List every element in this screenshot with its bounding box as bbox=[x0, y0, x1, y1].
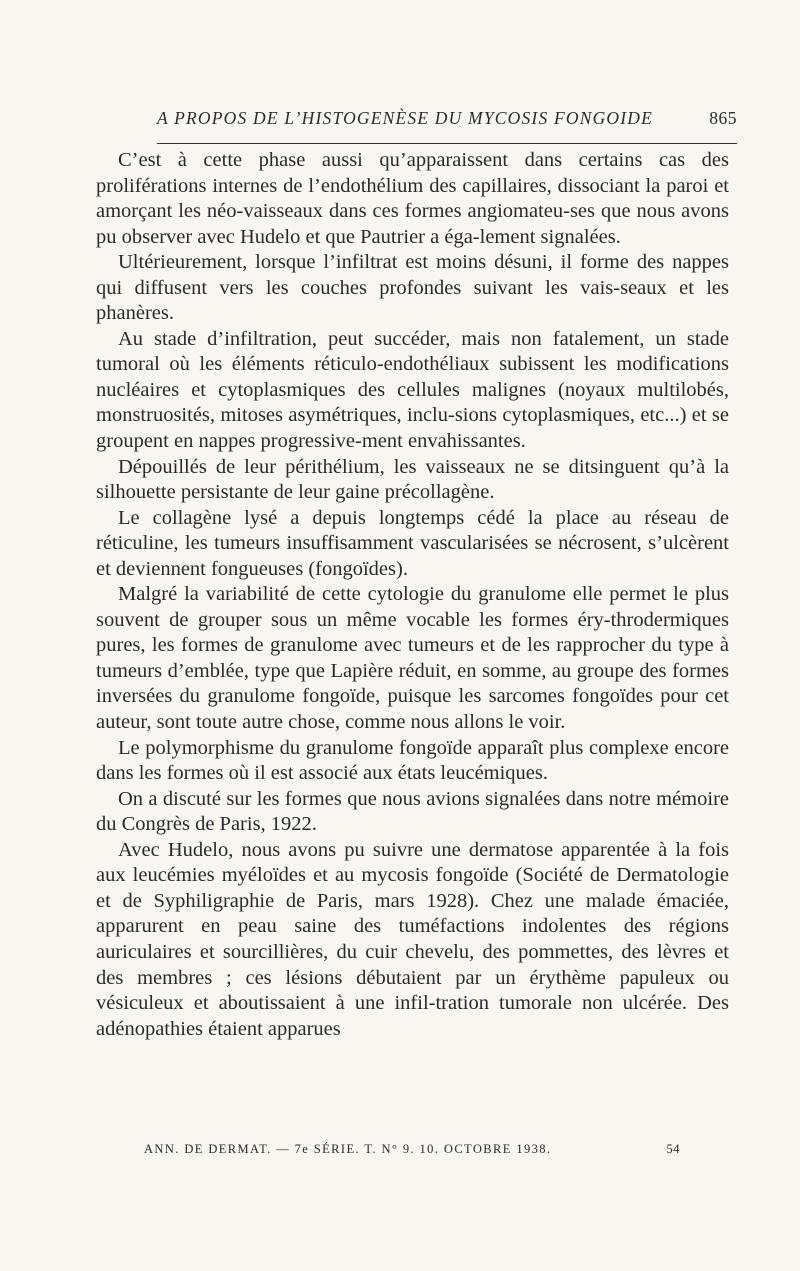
paragraph: Avec Hudelo, nous avons pu suivre une dermatose apparentée à la fois aux leucémies myéloïdes et au mycosis fongoïde (Société de Dermatologie et de Syphiligraphie de Paris, mars 1928). Chez une malade émaciée, apparurent en peau saine des tuméfactions indolentes des régions auriculaires et sourcillières, du cuir chevelu, des pommettes, des lèvres et des membres ; ces lésions débutaient par un érythème papuleux ou vésiculeux et aboutissaient à une infil-tration tumorale non ulcérée. Des adénopathies étaient apparues bbox=[96, 838, 729, 1040]
paragraph: Malgré la variabilité de cette cytologie du granulome elle permet le plus souvent de grouper sous un même vocable les formes éry-throdermiques pures, les formes de granulome avec tumeurs et de les rapprocher du type à tumeurs d’emblée, type que Lapière réduit, en somme, au groupe des formes inversées du granulome fongoïde, puisque les sarcomes fongoïdes pour cet auteur, sont toute autre chose, comme nous allons le voir. bbox=[96, 583, 729, 734]
header-rule bbox=[157, 143, 737, 144]
paragraph: Au stade d’infiltration, peut succéder, mais non fatalement, un stade tumoral où les éléments réticulo-endothéliaux subissent les modifications nucléaires et cytoplasmiques des cellules malignes (noyaux multilobés, monstruosités, mitoses asymétriques, inclu-sions cytoplasmiques, etc...) et se groupent en nappes progressive-ment envahissantes. bbox=[96, 327, 729, 453]
body-text bbox=[96, 148, 729, 1042]
page-number: 865 bbox=[709, 108, 737, 128]
running-head bbox=[95, 106, 737, 134]
sheet-signature: 54 bbox=[666, 1142, 680, 1156]
paragraph: Le polymorphisme du granulome fongoïde apparaît plus complexe encore dans les formes où il est associé aux états leucémiques. bbox=[96, 736, 729, 785]
paragraph: Dépouillés de leur périthélium, les vaisseaux ne se ditsinguent qu’à la silhouette persistante de leur gaine précollagène. bbox=[96, 455, 729, 504]
journal-citation: ANN. DE DERMAT. — 7e SÉRIE. T. N° 9. 10. OCTOBRE 1938. bbox=[144, 1142, 552, 1156]
running-title: A PROPOS DE L’HISTOGENÈSE DU MYCOSIS FONGOIDE bbox=[157, 108, 654, 128]
paragraph: On a discuté sur les formes que nous avions signalées dans notre mémoire du Congrès de Paris, 1922. bbox=[96, 787, 729, 836]
paragraph: C’est à cette phase aussi qu’apparaissent dans certains cas des proliférations internes de l’endothélium des capillaires, dissociant la paroi et amorçant les néo-vaisseaux dans ces formes angiomateu-ses que nous avons pu observer avec Hudelo et que Pautrier a éga-lement signalées. bbox=[96, 149, 729, 248]
paragraph: Le collagène lysé a depuis longtemps cédé la place au réseau de réticuline, les tumeurs insuffisamment vascularisées se nécrosent, s’ulcèrent et deviennent fongueuses (fongoïdes). bbox=[96, 506, 729, 580]
footer-line bbox=[144, 1142, 680, 1162]
paragraph: Ultérieurement, lorsque l’infiltrat est moins désuni, il forme des nappes qui diffusent vers les couches profondes suivant les vais-seaux et les phanères. bbox=[96, 251, 729, 325]
